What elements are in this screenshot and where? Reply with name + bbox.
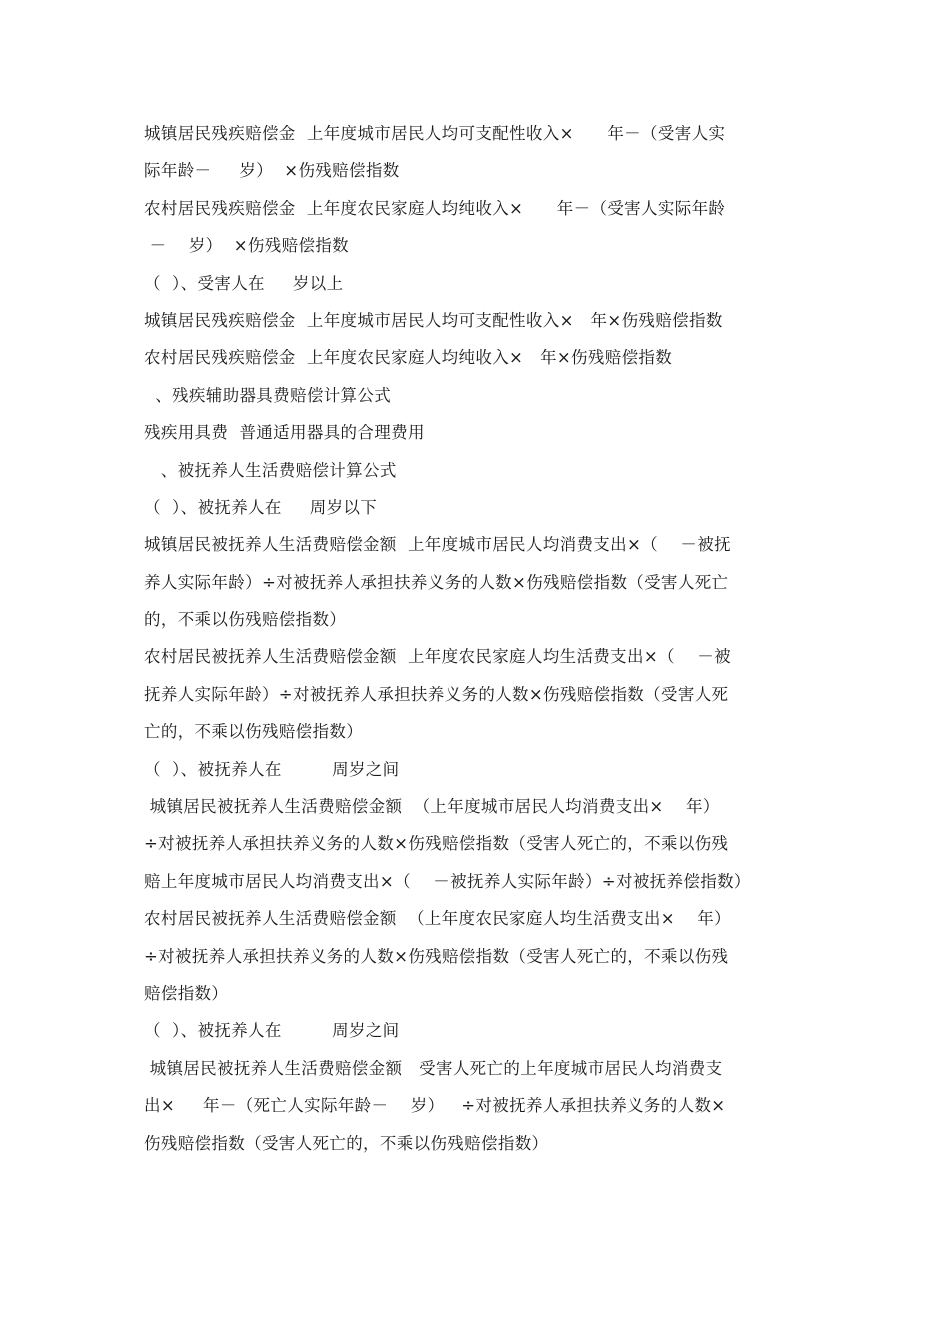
text-line: － 岁） ×伤残赔偿指数 (144, 236, 349, 256)
document-body (144, 115, 814, 1162)
text-line: （ ）、受害人在 岁以上 (144, 273, 344, 293)
text-line: 残疾用具费 普通适用器具的合理费用 (144, 423, 425, 443)
text-line: 城镇居民残疾赔偿金 上年度城市居民人均可支配性收入× 年－（受害人实 (144, 124, 726, 143)
text-line: 出× 年－（死亡人实际年龄－ 岁） ÷对被抚养人承担扶养义务的人数× (144, 1096, 726, 1116)
text-line: 伤残赔偿指数（受害人死亡的，不乘以伤残赔偿指数） (144, 1133, 549, 1153)
text-line: ÷对被抚养人承担扶养义务的人数×伤残赔偿指数（受害人死亡的，不乘以伤残 (144, 946, 729, 966)
text-line: 抚养人实际年龄）÷对被抚养人承担扶养义务的人数×伤残赔偿指数（受害人死 (144, 684, 729, 704)
text-line: 农村居民残疾赔偿金 上年度农民家庭人均纯收入× 年×伤残赔偿指数 (144, 348, 673, 368)
text-line: 养人实际年龄）÷对被抚养人承担扶养义务的人数×伤残赔偿指数（受害人死亡 (144, 572, 729, 592)
text-line: （ ）、被抚养人在 周岁之间 (144, 759, 400, 779)
text-line: 城镇居民被抚养人生活费赔偿金额 （上年度城市居民人均消费支出× 年） (144, 797, 720, 817)
text-line: （ ）、被抚养人在 周岁以下 (144, 497, 378, 517)
text-line: 的，不乘以伤残赔偿指数） (144, 610, 347, 630)
text-line: （ ）、被抚养人在 周岁之间 (144, 1021, 400, 1041)
text-line: 农村居民被抚养人生活费赔偿金额 上年度农民家庭人均生活费支出×（ －被 (144, 647, 731, 667)
text-line: 农村居民残疾赔偿金 上年度农民家庭人均纯收入× 年－（受害人实际年龄 (144, 198, 726, 218)
section-heading: 、被抚养人生活费赔偿计算公式 (144, 460, 397, 480)
section-heading: 、残疾辅助器具费赔偿计算公式 (144, 385, 392, 405)
text-line: 农村居民被抚养人生活费赔偿金额 （上年度农民家庭人均生活费支出× 年） (144, 909, 731, 929)
text-line: 赔偿指数） (144, 983, 229, 1003)
text-line: 城镇居民被抚养人生活费赔偿金额 受害人死亡的上年度城市居民人均消费支 (144, 1058, 723, 1078)
text-line: 亡的，不乘以伤残赔偿指数） (144, 722, 364, 742)
text-line: 赔上年度城市居民人均消费支出×（ －被抚养人实际年龄）÷对被抚养偿指数） (144, 871, 751, 891)
text-line: 城镇居民被抚养人生活费赔偿金额 上年度城市居民人均消费支出×（ －被抚 (144, 535, 731, 555)
text-line: 城镇居民残疾赔偿金 上年度城市居民人均可支配性收入× 年×伤残赔偿指数 (144, 310, 723, 330)
text-line: ÷对被抚养人承担扶养义务的人数×伤残赔偿指数（受害人死亡的，不乘以伤残 (144, 834, 729, 854)
text-line: 际年龄－ 岁） ×伤残赔偿指数 (144, 161, 400, 181)
